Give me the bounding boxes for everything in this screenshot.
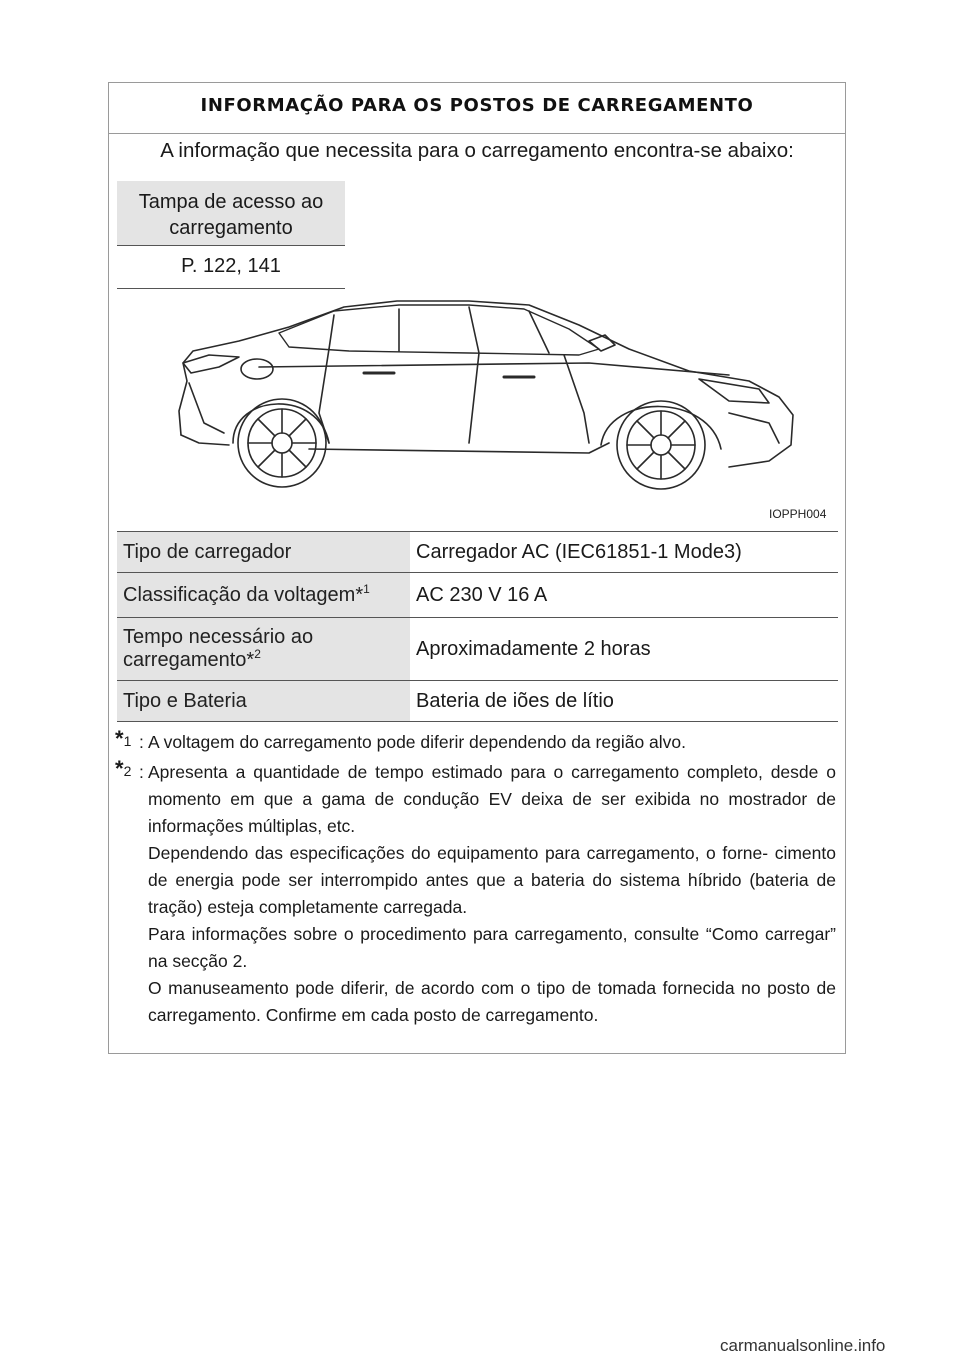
footnote-ref: 2 [254, 647, 261, 661]
footnote-text: Para informações sobre o procedimento para carregamento, consulte “Como carregar” na secção 2. [148, 924, 836, 971]
footnotes [109, 726, 845, 1029]
footnote-text: O manuseamento pode diferir, de acordo com o tipo de tomada fornecida no posto de carregamento. Confirme em cada posto de carregamento. [148, 978, 836, 1025]
footnote-text: A voltagem do carregamento pode diferir dependendo da região alvo. [148, 732, 687, 752]
spec-label: Tipo de carregador [117, 532, 410, 573]
footnote-1: *$^1$ : A voltagem do carregamento pode diferir dependendo da região alvo. [109, 729, 845, 756]
image-code: IOPPH004 [769, 507, 827, 521]
footnote-ref: 1 [363, 581, 370, 596]
footnote-text: Apresenta a quantidade de tempo estimado para o carregamento completo, desde o momento em que a gama de condução EV deixa de ser exibida no mostrador de informações múltiplas, etc. [148, 762, 836, 836]
spec-row-voltage [117, 573, 838, 618]
footnote-2: *$^2$ : Apresenta a quantidade de tempo estimado para o carregamento completo, desde o momento em que a gama de condução EV deixa de ser exibida no mostrador de informações múltiplas, etc. Dependendo das especificações do equipamento para carregamento, o forne- cimento de energia pode ser interrompido antes que a bateria do sistema híbrido (bateria de tração) esteja completamente carregada. Para informações sobre o procedimento para carregamento, consulte “Como carregar” na secção 2. O manuseamento pode diferir, de acordo com o tipo de tomada fornecida no posto de carregamento. Confirme em cada posto de carregamento. [109, 759, 845, 1029]
car-illustration [169, 293, 809, 508]
spec-row-charge-time [117, 618, 838, 681]
spec-label: Tempo necessário ao carregamento*$^2$ [117, 618, 410, 681]
spec-label: Classificação da voltagem*$^1$ [117, 573, 410, 618]
footnote-text: Dependendo das especificações do equipamento para carregamento, o forne- cimento de energia pode ser interrompido antes que a bateria do sistema híbrido (bateria de tração) esteja completamente carregada. [148, 843, 836, 917]
spec-value: AC 230 V 16 A [410, 573, 838, 618]
rear-wheel [238, 399, 326, 487]
access-page-reference: P. 122, 141 [117, 246, 345, 289]
front-wheel [617, 401, 705, 489]
watermark: carmanualsonline.info [720, 1336, 886, 1355]
charging-info-panel [108, 82, 846, 1054]
intro-text: A informação que necessita para o carregamento encontra-se abaixo: [160, 139, 794, 162]
charging-access-box [117, 181, 345, 289]
access-door-label: Tampa de acesso ao carregamento [117, 181, 345, 246]
spec-value: Aproximadamente 2 horas [410, 618, 838, 681]
panel-title: INFORMAÇÃO PARA OS POSTOS DE CARREGAMENTO [109, 83, 845, 134]
charging-specs-table [117, 531, 838, 722]
spec-label: Tipo e Bateria [117, 681, 410, 722]
spec-value: Carregador AC (IEC61851-1 Mode3) [410, 532, 838, 573]
spec-row-battery-type [117, 681, 838, 722]
spec-value: Bateria de iões de lítio [410, 681, 838, 722]
spec-row-charger-type [117, 532, 838, 573]
